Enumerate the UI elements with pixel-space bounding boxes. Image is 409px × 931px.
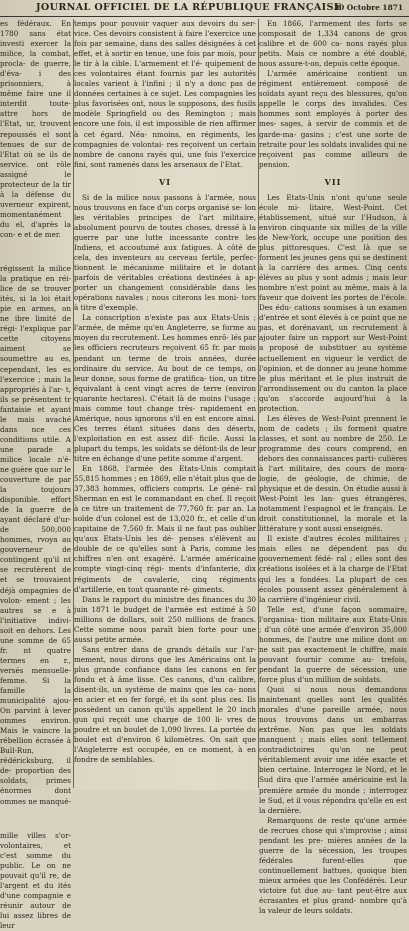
middle-column <box>74 19 256 788</box>
section-heading: VII <box>324 176 342 187</box>
column-gap <box>0 807 71 831</box>
paragraph: Si de la milice nous passons à l'armée, nous nous trouvons en face d'un corps organisé se- lon les véritables principes de l'art militaire, absolument pourvu de toutes choses, dressé à la guerre par une lutte incessante contre les Indiens, et accoutumé aux fatigues. À côté de cela, des inventeurs au cerveau fertile, perfec- tionnent le mécanisme militaire et le dotant parfois de véritables créations destinées à ap- porter un changement considérable dans les opérations navales ; nous citerons les moni- tors à titre d'exemple. <box>74 192 256 313</box>
section-heading: VI <box>159 176 171 187</box>
journal-title: JOURNAL OFFICIEL DE LA RÉPUBLIQUE FRANÇAISE <box>36 2 342 13</box>
masthead <box>0 0 409 17</box>
paragraph: Telle est, d'une façon sommaire, l'organisa- tion militaire aux Etats-Unis ; d'un côté une armée d'environ 35,000 hommes, de l'autre une milice dont on ne sait pas exactement le chiffre, mais pouvant fournir comme au- trefois, pendant la guerre de sécession, une force plus d'un million de soldats. <box>259 604 407 684</box>
paragraph: es fédéraux. En 1780 sans état investi exercer la milice, la combat, procla- de guerre, d'éva- i des prisonniers, à même faire une il interdit toute- attre hors de l'Etat, ur, trouvent repoussés el sont tenues de sur de l'Etat où se ils de service. ont rôle assigné le protecteur de la tir à la défense du uverneur expirent, momentanément du el, d'après la con- e et de mer. <box>0 19 71 239</box>
paragraph: Les élèves de West-Point prennent le nom de cadets ; ils forment quatre classes, et sont au nombre de 250. Le programme des cours comprend, en dehors des connaissances parti- culières à l'art militaire, des cours de mora- logie, de géologie, de chimie, de physique et de dessin. On étudie aussi à West-Point les lan- gues étrangères, notamment l'espagnol et le français. Le droit constitutionnel, la morale et la littérature y sont aussi enseignés. <box>259 413 407 534</box>
paragraph: Quoi si nous nous demandons maintenant quelles sont les qualités morales d'une pareille armée, nous nous trouvons dans un embarras extrême. Non pas que les soldats manquent ; mais elles sont tellement contradictoires qu'on ne peut véritablement avoir une idée exacte et bien certaine. Interrogez le Nord, et le Sud dira que l'armée américaine est la première armée du monde ; interrogez le Sud, et il vous répondra qu'elle en est la dernière. <box>259 685 407 815</box>
paragraph: Sans entrer dans de grands détails sur l'ar- mement, nous dirons que les Américains ont la plus grande confiance dans les canons en fer fondu et à âme lisse. Ces canons, d'un calibre, disent-ils, un système de mains que les ca- nons en acier et en fer forgé, et ils sont plus ces. Ils possèdent un canon qu'ils appellent le 20 inch gun qui reçoit une charge de 100 li- vres de poudre et un boulet de 1,090 livres. La portée du boulet est d'environ 6 kilomètres. On sait que l'Angleterre est occupée, en ce moment, à en fondre de semblables. <box>74 644 256 765</box>
paragraph: Les Etats-Unis n'ont qu'une seule école mi- litaire, West-Point. Cet établissement, situé sur l'Hudson, à environ cinquante six milles de la ville de New-York, occupe une position des plus pittoresques. C'est là que se forment les jeunes gens qui se destinent à la carrière des armes. Cinq cents élèves au plus y sont admis ; mais leur nombre n'est point au même, mais à la faveur que doivent les portes de l'école. Des édu- cations soumises à un examen d'entrée et sont élevés à ce point que ne pas, et dorénavant, un recrutement à ajouter faire un rapport sur West-Point a proposé de substituer au système actuellement en vigueur le verdict de l'opinion, et de donner au jeune homme le plus méritant et le plus instruit de l'arrondissement ou du canton la place qu'on s'accorde aujourd'hui à la protection. <box>259 192 407 413</box>
paragraph: En 1868, l'armée des Etats-Unis comptait 55,815 hommes ; en 1869, elle n'était plus que de 37,383 hommes, officiers compris. Le géné- ral Sherman en est le commandant en chef. Il reçoit à ce titre un traitement de 77,760 fr. par an. La solde d'un colonel est de 13,020 fr., et celle d'un capitaine de 7,560 fr. Mais il ne faut pas oublier qu'aux Etats-Unis les dé- penses s'élèvent au double de ce qu'elles sont à Paris, comme les chiffres n'en ont exagéré. L'armée américaine compte vingt-cinq régi- ments d'infanterie, dix régiments de cavalerie, cinq régiments d'artillerie, en tout quarante ré- giments. <box>74 464 257 594</box>
left-column <box>0 19 71 930</box>
column-gap <box>0 240 71 264</box>
paragraph: temps pour pouvoir vaquer aux devoirs du ser- vice. Ces devoirs consistent à faire l'exercice une fois par semaine, dans des salles désignées à cet effet, et à sortir en tenue, une fois par mois, pour le tir à la cible. L'armement et l'é- quipement de ces volontaires étant fournis par les autorités locales varient à l'infini ; il n'y a donc pas de données certaines à ce sujet. Les compagnies les plus favorisées ont, nous le supposons, des fusils modèle Springfield ou des Remington ; mais encore une fois, il est impossible de rien affirmer à cet égard. Néa- nmoins, en régiments, les compagnies de volontai- res reçoivent un certain nombre de canons rayés qui, une fois l'exercice fini, sont ramenés dans les arsenaux de l'Etat. <box>74 19 256 169</box>
paragraph: Il existe d'autres écoles militaires ; mais elles ne dépendent pas du gouvernement fédé- ral ; elles sont des créations isolées et à la charge de l'Etat qui les a fondées. La plupart de ces écoles poussent assez généralement à la carrière d'ingénieur civil. <box>259 534 407 604</box>
issue-date: 30 Octobre 1871 <box>333 3 403 12</box>
paragraph: Dans le rapport du ministre des finances du 30 juin 1871 le budget de l'armée est estimé à 50 millions de dollars, soit 250 millions de francs. Cette somme nous paraît bien forte pour une aussi petite armée. <box>74 594 256 644</box>
paragraph: mille villes s'or- volontaires, et c'est somme du public. Le on ne pouvait qu'il re, de l'argent et du ités d'une compagnie e réunir autour de lui assez libres de leur <box>0 830 71 930</box>
paragraph: L'armée américaine contient un régiment entièrement composé de soldats ayant reçu des blessures, qu'on appelle le corps des invalides. Ces hommes sont employés à porter des mes- sages, à servir de commis et de garde-ma- gasins ; c'est une sorte de retraite pour les soldats invalides qui ne reçoivent pas comme ailleurs de pension. <box>259 69 407 169</box>
paragraph: régissent la milice la pratique en réi- lice de se trouver ités, si la loi était pie en armes, on ne ibre limité de régi- l'explique par cette citoyens aiment se soumettre au es, cependant, les es l'exercice ; mais la appropriés à l'ar- t, ils se présentent tr fantaisie et ayant le mais avaché dans nce ces conditions utile. A une parade a milice locale n'é- ne guère que sur le couverture de par la toujours disponible. effort de la guerre de ayant déclaré d'ur- de 500,000 hommes, rvoya au gouverneur de contingent qu'il nt se recrutèrent de et se trouvaient déjà ompagnies de volon- ement ; les autres se e à l'initiative indivi- soit en dehors. Les une somme de 65 fr. nt quatre termes en r., versés mensuelle- femme. Si la famille la municipalité ajou- On parvint à lever ommes environ. Mais le vaincre la rébellion écrasée à Bull-Run, rédéricksburg, il de- proportion des soldats, primes énormes dont ommes ne manqué- <box>0 264 71 806</box>
paragraph: Remarquons de reste qu'une armée de recrues chose qui s'improvise ; ainsi pendant les pre- mières années de la guerre de la sécession, les troupes fédérales furent-elles que continuellement battues, quoique bien mieux armées que les Confédérés. Leur victoire fut due au- tant peut-être aux écrasantes et plus grand- nombre qu'à la valeur de leurs soldats. <box>259 815 407 916</box>
right-column <box>259 19 407 916</box>
paragraph: En 1866, l'armement des forts se composait de 1,334 canons de gros calibre et de 600 ca- nons rayés plus petits. Mais ce nombre a été doublé, nous assure-t-on, depuis cette époque. <box>259 19 407 69</box>
paragraph: La conscription n'existe pas aux Etats-Unis ; l'armée, de même qu'en Angleterre, se forme au moyen du recrutement. Les hommes enrô- lés par les officiers recruteurs reçoivent 65 fr. par mois pendant un terme de trois années, durée ordinaire du service. Au bout de ce temps, on leur donne, sous forme de gratifica- tion, un titre équivalant à cent vingt acres de terre (environ quarante hectares). C'était là de moins l'usage ; mais comme tout change très- rapidement en Amérique, nous ignorons s'il en est encore ainsi. Ces terres étant situées dans des déserts, l'exploitation en est assez dif- ficile. Aussi la plupart du temps, les soldats se défont-ils de leur titre en échange d'une petite somme d'argent. <box>74 313 256 463</box>
